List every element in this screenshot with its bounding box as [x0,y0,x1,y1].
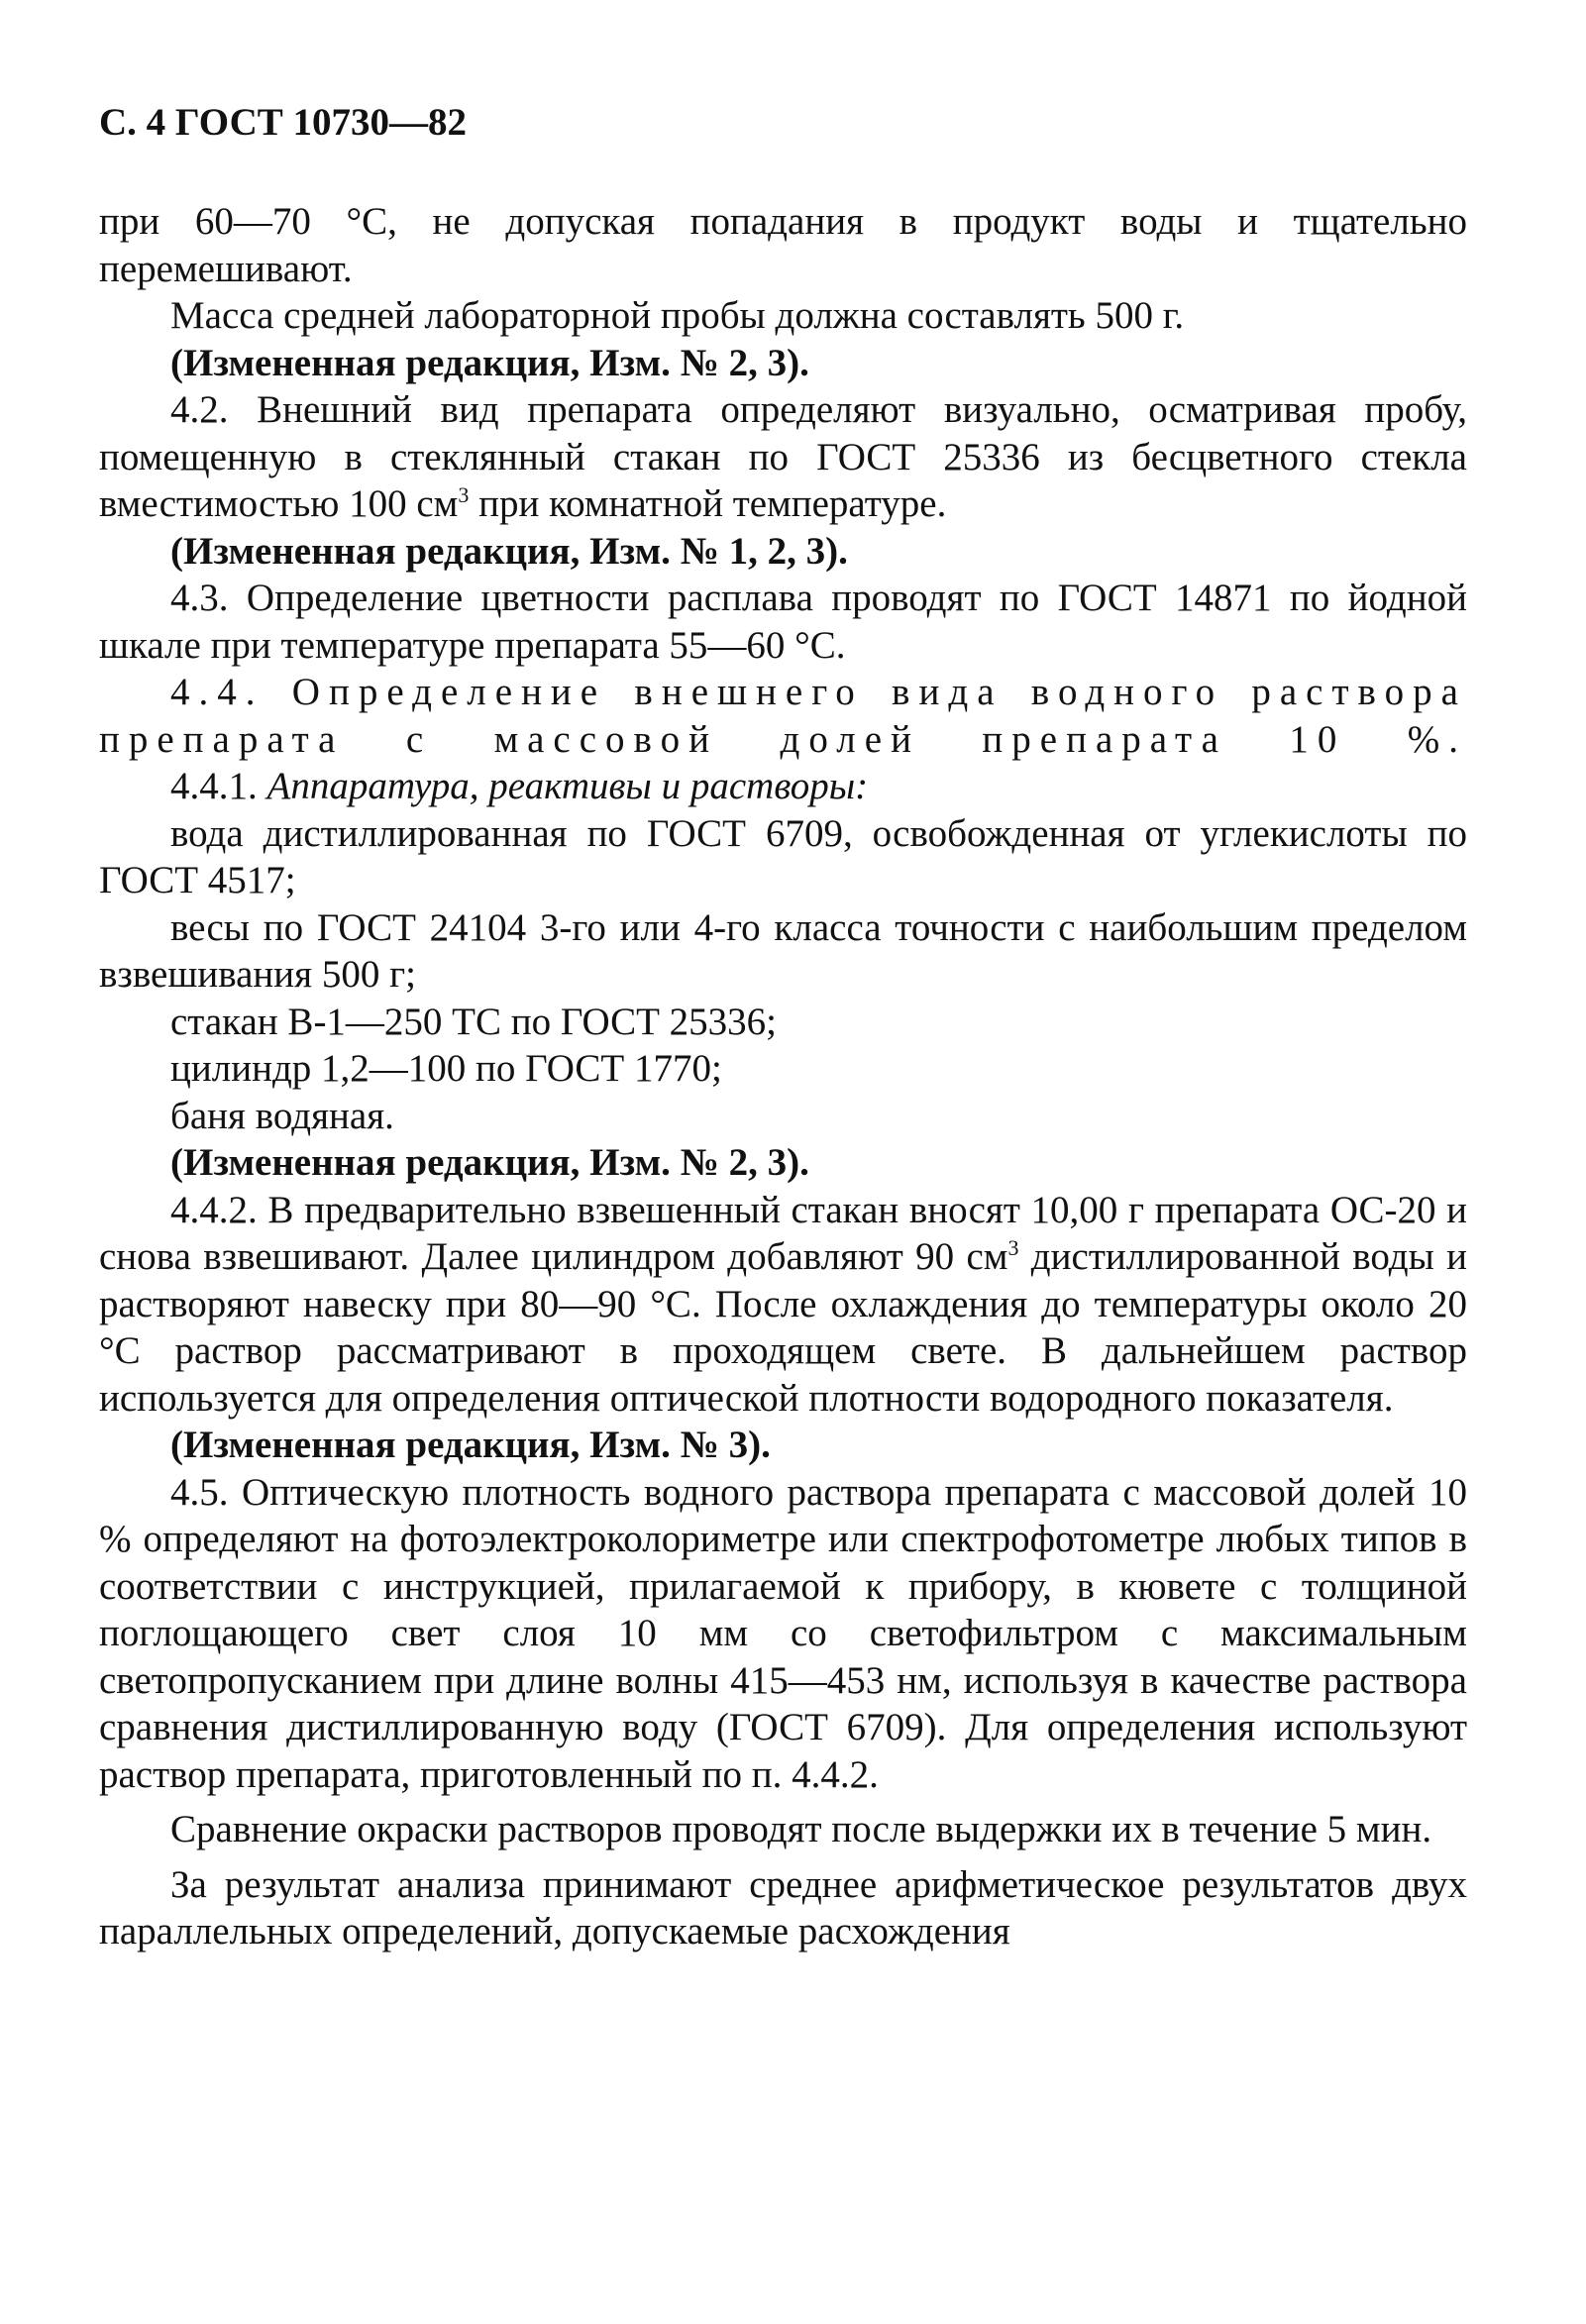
list-item-bath: баня водяная. [170,1094,394,1137]
superscript: 3 [458,482,470,507]
amendment-note: (Измененная редакция, Изм. № 1, 2, 3). [170,529,848,573]
paragraph-color-comparison: Сравнение окраски растворов проводят после выдержки их в течение 5 мин. [170,1808,1432,1850]
list-item-beaker: стакан В-1—250 ТС по ГОСТ 25336; [170,1000,778,1043]
clause-4-4-2-tail: дистиллированной воды и растворяют навеску при 80—90 °С. После охлаждения до температуры около 20 °С раствор рассматривают в проходящем свете. В дальнейшем раствор используется для определения оптической плотности водородного показателя. [99,1235,1467,1420]
list-item-water: вода дистиллированная по ГОСТ 6709, освобожденная от углекислоты по ГОСТ 4517; [99,811,1467,901]
clause-4-4: 4.4. Определение внешнего вида водного раствора препарата с массовой долей препарата 10 %. [99,671,1467,761]
clause-4-4-2-text: 4.4.2. В предварительно взвешенный стакан вносят 10,00 г препарата ОС-20 и снова взвешивают. Далее цилиндром добавляют 90 см [99,1188,1467,1278]
clause-4-2-text: 4.2. Внешний вид препарата определяют визуально, осматривая пробу, помещенную в стеклянный стакан по ГОСТ 25336 из бесцветного стекла вместимостью 100 см [99,388,1467,525]
clause-4-3: 4.3. Определение цветности расплава проводят по ГОСТ 14871 по йодной шкале при температуре препарата 55—60 °С. [99,577,1467,667]
clause-4-5: 4.5. Оптическую плотность водного раствора препарата с массовой долей 10 % определяют на фотоэлектроколориметре или спектрофотометре любых типов в соответствии с инструкцией, прилагаемой к прибору, в кювете с толщиной поглощающего свет слоя 10 мм со светофильтром с максимальным светопропусканием при длине волны 415—453 нм, используя в качестве раствора сравнения дистиллированную воду (ГОСТ 6709). Для определения используют раствор препарата, приготовленный по п. 4.4.2. [99,1470,1467,1796]
clause-4-2-tail: при комнатной температуре. [469,482,947,525]
clause-4-4-2 [99,1187,1467,1423]
paragraph-sample-mass: Масса средней лабораторной пробы должна составлять 500 г. [170,294,1185,337]
clause-4-4-1-number: 4.4.1. [170,765,258,807]
amendment-note: (Измененная редакция, Изм. № 2, 3). [170,341,809,384]
superscript: 3 [1007,1235,1019,1260]
clause-4-4-1 [99,763,1467,810]
paragraph-continuation: при 60—70 °С, не допуская попадания в продукт воды и тщательно перемешивают. [99,200,1467,290]
clause-4-4-1-title: Аппаратура, реактивы и растворы: [266,765,869,807]
amendment-note: (Измененная редакция, Изм. № 2, 3). [170,1141,809,1184]
clause-4-2 [99,386,1467,528]
list-item-scales: весы по ГОСТ 24104 3-го или 4-го класса точности с наибольшим пределом взвешивания 500 г; [99,905,1467,996]
page-header: С. 4 ГОСТ 10730—82 [99,101,467,144]
paragraph-result: За результат анализа принимают среднее арифметическое результатов двух параллельных определений, допускаемые расхождения [99,1862,1467,1953]
list-item-cylinder: цилиндр 1,2—100 по ГОСТ 1770; [170,1047,722,1090]
amendment-note: (Измененная редакция, Изм. № 3). [170,1424,771,1466]
